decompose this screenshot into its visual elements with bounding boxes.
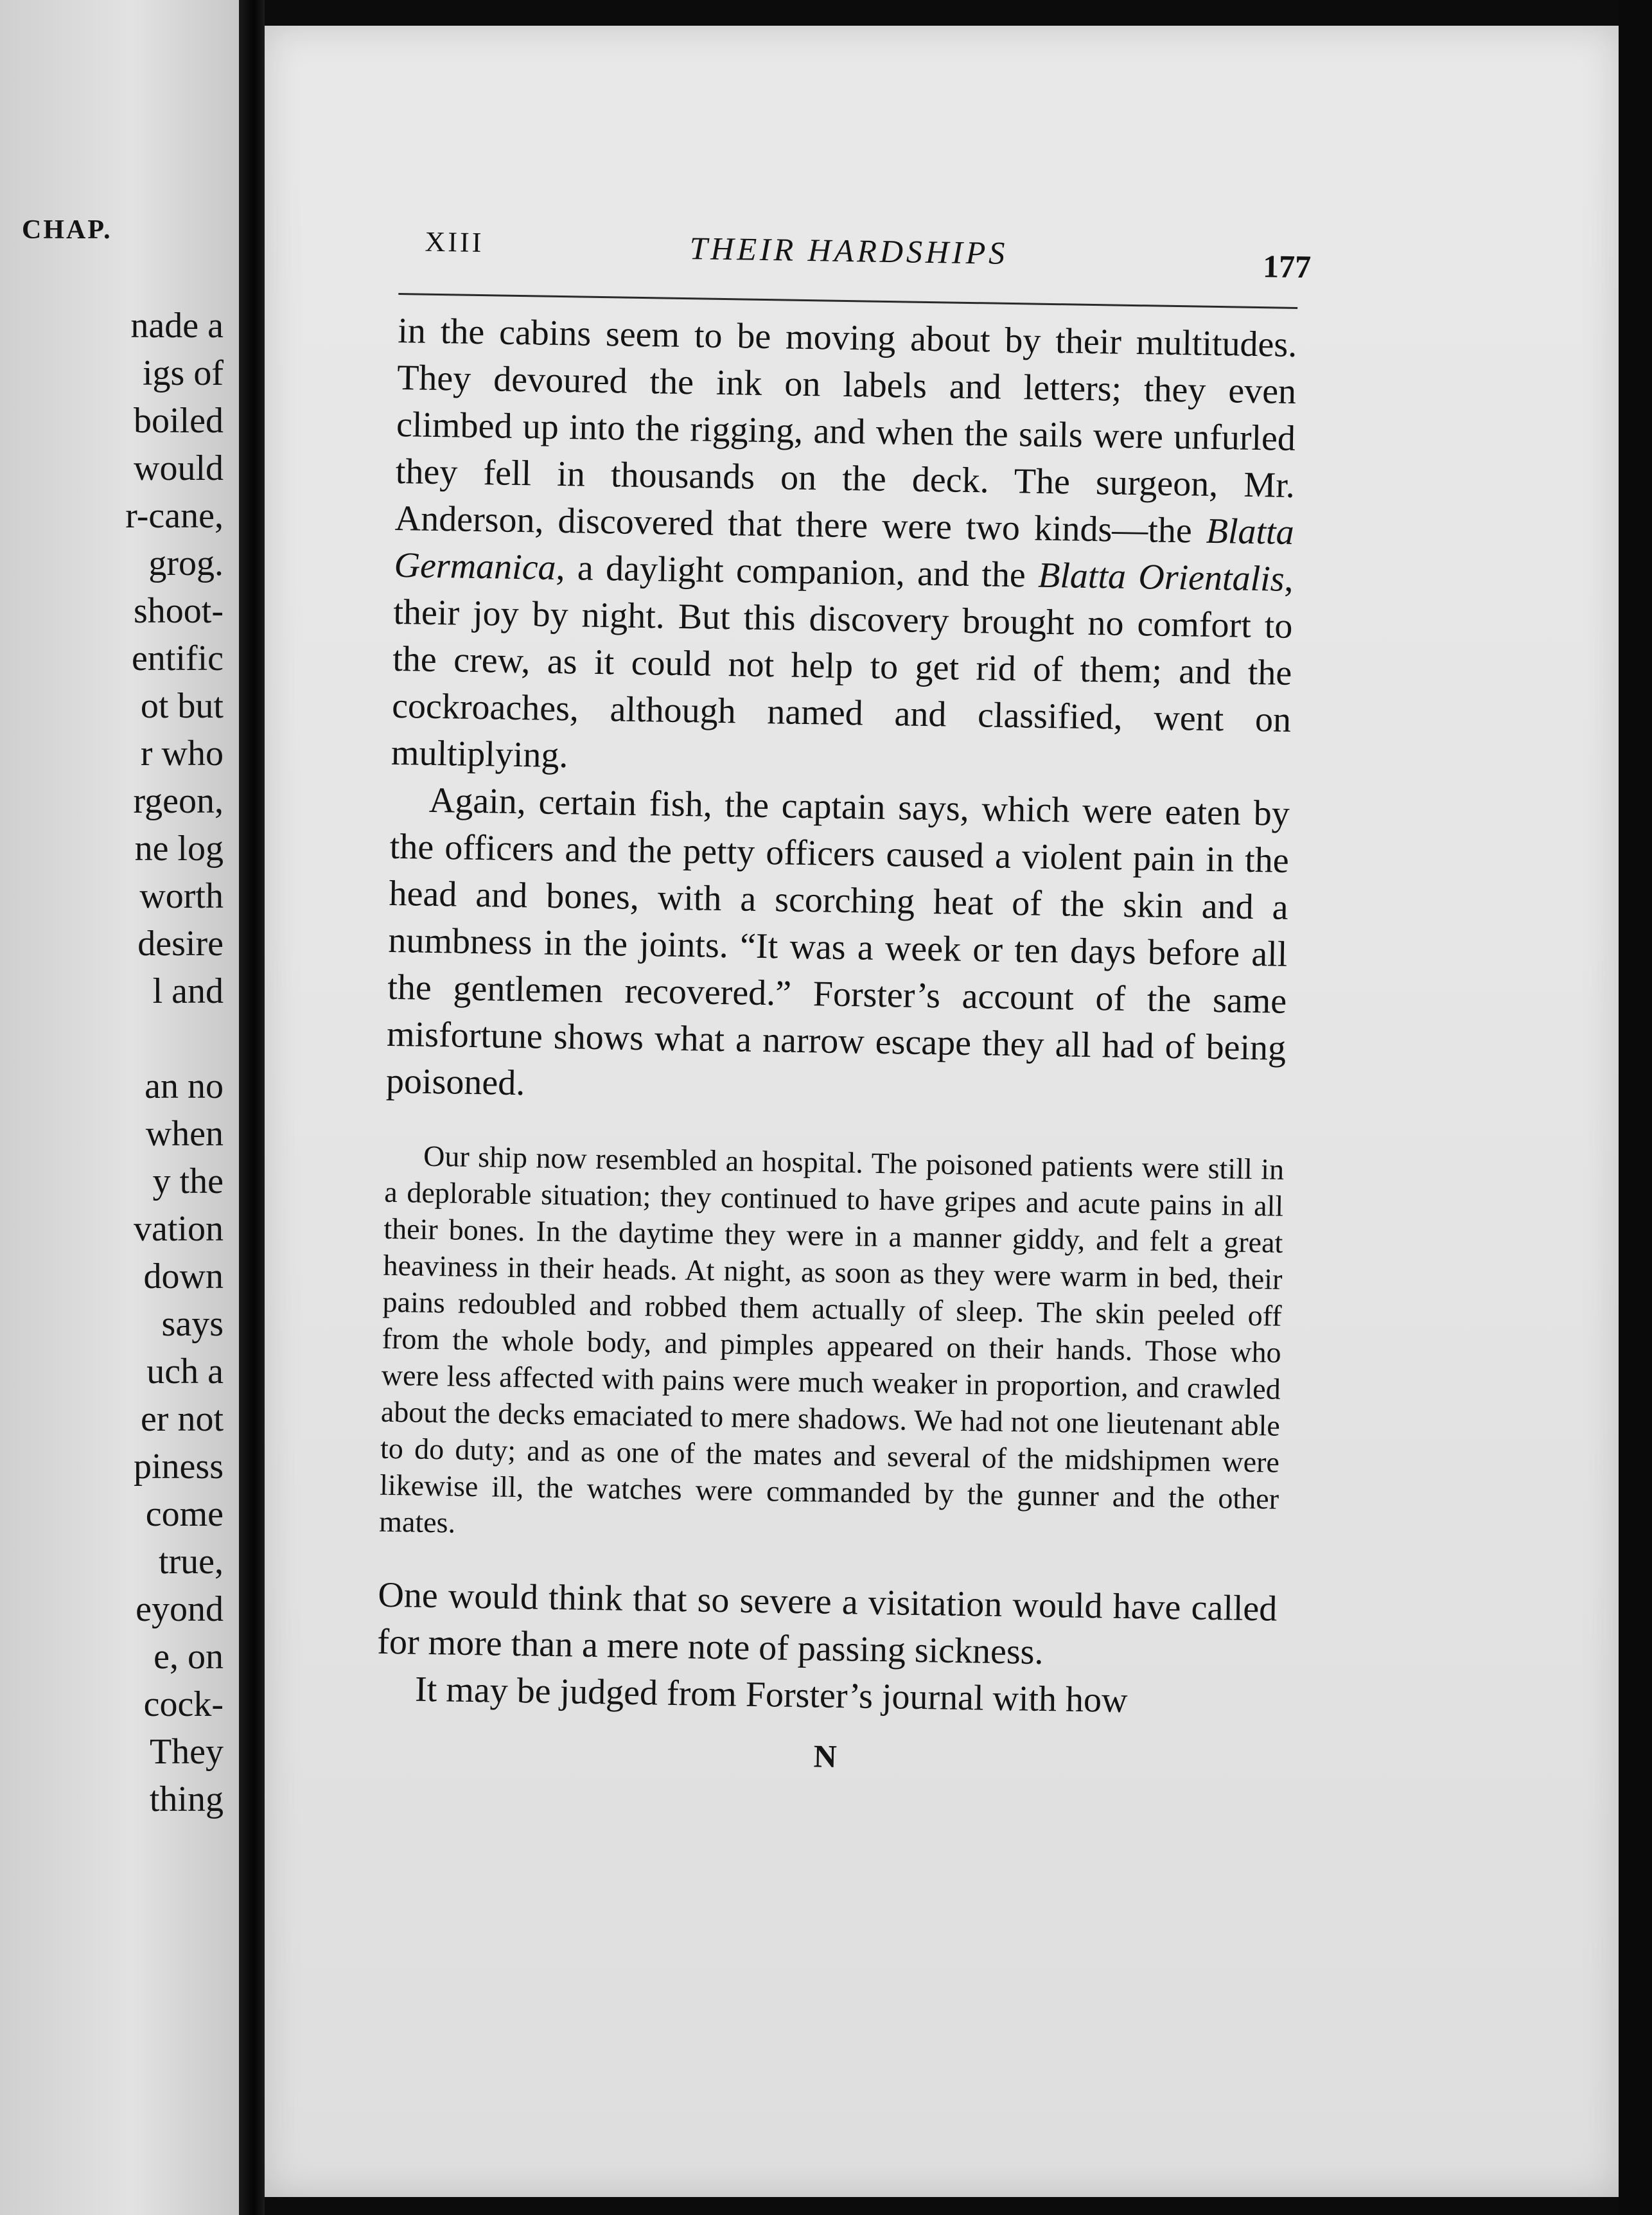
- left-page-line: l and: [152, 971, 224, 1011]
- left-page-line: would: [134, 448, 224, 488]
- left-page-line: y the: [152, 1161, 224, 1201]
- left-page-line: uch a: [146, 1352, 224, 1391]
- left-page-line: nade a: [130, 306, 224, 346]
- left-page-text-fragments: [0, 302, 224, 1823]
- left-page-line: [0, 1015, 224, 1063]
- left-page-line: when: [145, 1114, 224, 1154]
- left-facing-page: [0, 0, 239, 2215]
- left-page-line: igs of: [143, 353, 224, 393]
- left-page-line: thing: [149, 1779, 224, 1819]
- scan-border: [1619, 0, 1652, 2215]
- page-content: [375, 225, 1312, 1782]
- left-page-line: entific: [131, 639, 224, 678]
- left-page-line: shoot-: [134, 591, 224, 631]
- left-page-line: eyond: [136, 1589, 224, 1629]
- left-page-line: an no: [145, 1066, 224, 1106]
- left-page-line: r who: [140, 734, 224, 773]
- left-page-line: cock-: [143, 1684, 224, 1724]
- paragraph-journal: It may be judged from Forster’s journal with how: [414, 1669, 1128, 1721]
- left-page-line: rgeon,: [133, 781, 224, 821]
- left-page-header: CHAP.: [22, 215, 112, 245]
- left-page-line: er not: [140, 1399, 224, 1439]
- paragraph-visitation: One would think that so severe a visitation would have called for more than a mere note of passing sickness.: [376, 1575, 1278, 1673]
- left-page-line: piness: [134, 1447, 224, 1487]
- running-head: [398, 225, 1312, 303]
- block-quote-forster: Our ship now resembled an hospital. The poisoned patients were still in a deplorable situation; they continued to have gripes and acute pains in all their bones. In the daytime they were in a manner giddy, and felt a great heaviness in their heads. At night, as soon as they were warm in bed, their pains redoubled and robbed them actually of sleep. The skin peeled off from the whole body, and pimples appeared on their hands. Those who were less affected with pains were much weaker in proportion, and crawled about the decks emaciated to mere shadows. We had not one lieutenant able to do duty; and as one of the mates and several of the midshipmen were likewise ill, the watches were commanded by the gunner and the other mates.: [378, 1139, 1285, 1539]
- paragraph-poisoned-fish: Again, certain fish, the captain says, which were eaten by the officers and the petty officers caused a violent pain in the head and bones, with a scorching heat of the skin and a numbness in the joints. “It was a week or ten days before all the gentlemen recovered.” Forster’s account of the same misfortune shows what a narrow escape they all had of being poisoned.: [385, 780, 1290, 1104]
- left-page-line: ot but: [140, 686, 224, 726]
- species-name: Blatta Orientalis: [1037, 555, 1285, 599]
- left-page-line: true,: [158, 1542, 224, 1582]
- book-gutter: [239, 0, 265, 2215]
- running-title: THEIR HARDSHIPS: [689, 230, 1008, 271]
- left-page-line: says: [161, 1304, 224, 1344]
- page-number: 177: [1262, 248, 1312, 285]
- left-page-line: down: [143, 1257, 224, 1296]
- left-page-line: desire: [137, 924, 224, 964]
- chapter-numeral: XIII: [425, 225, 484, 259]
- left-page-line: ne log: [134, 829, 224, 869]
- left-page-line: boiled: [134, 401, 224, 441]
- left-page-line: come: [145, 1494, 224, 1534]
- book-page: [265, 26, 1619, 2197]
- left-page-line: grog.: [148, 543, 224, 583]
- left-page-line: worth: [139, 876, 224, 916]
- left-page-line: vation: [134, 1209, 224, 1249]
- signature-mark: N: [813, 1738, 838, 1774]
- left-page-line: They: [149, 1732, 224, 1772]
- left-page-line: r-cane,: [125, 496, 224, 536]
- left-page-line: e, on: [154, 1637, 224, 1677]
- species-name: Blatta Germanica: [394, 511, 1295, 588]
- paragraph-cockroaches: in the cabins seem to be moving about by their multitudes. They devoured the ink on labels and letters; they even climbed up into the rigging, and when the sails were unfurled they fell in thousands on the deck. The surgeon, Mr. Anderson, discovered that there were two kinds—the Blatta Germanica, a daylight companion, and the Blatta Orientalis, their joy by night. But this discovery brought no comfort to the crew, as it could not help to get rid of them; and the cockroaches, although named and classified, went on multiplying.: [391, 310, 1297, 776]
